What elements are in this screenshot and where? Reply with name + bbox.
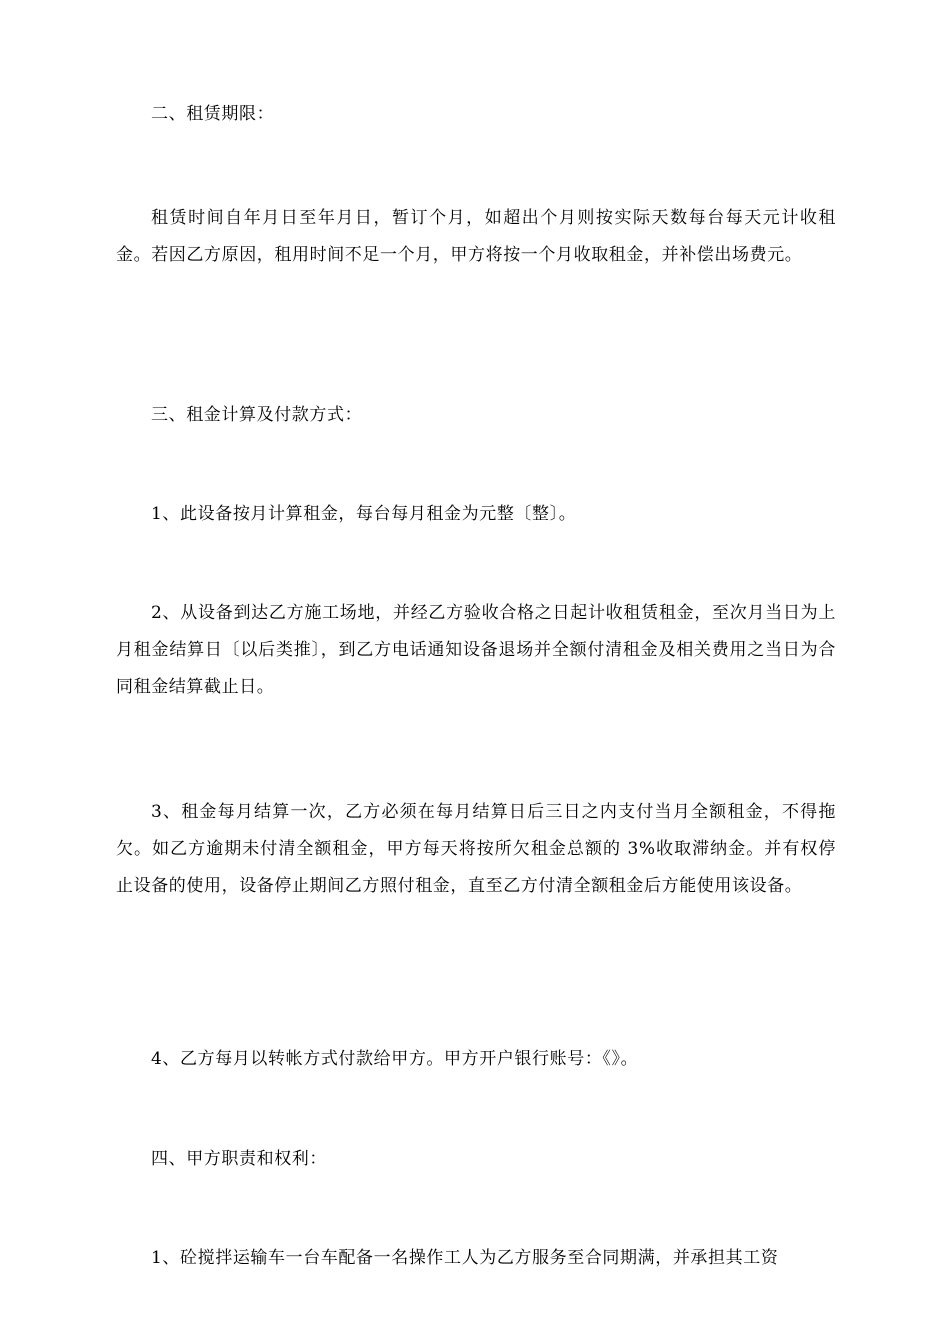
list-item-operator-assignment: 1、砼搅拌运输车一台车配备一名操作工人为乙方服务至合同期满，并承担其工资 [151,1248,779,1268]
section-heading-rent-payment: 三、租金计算及付款方式： [151,405,363,425]
list-item-rent-late-fee: 3、租金每月结算一次，乙方必须在每月结算日后三日之内支付当月全额租金，不得拖欠。如乙方逾期未付清全额租金，甲方每天将按所欠租金总额的 3%收取滞纳金。并有权停止设备的使用，设备停止期间乙方照付租金，直至乙方付清全额租金后方能使用该设备。 [116,802,836,896]
section-heading-lease-term: 二、租赁期限： [151,104,275,124]
list-item-rent-monthly: 1、此设备按月计算租金，每台每月租金为元整〔整〕。 [151,504,577,524]
list-item-payment-transfer: 4、乙方每月以转帐方式付款给甲方。甲方开户银行账号：《》。 [151,1049,639,1069]
paragraph-lease-term-body: 租赁时间自年月日至年月日，暂订个月，如超出个月则按实际天数每台每天元计收租金。若因乙方原因，租用时间不足一个月，甲方将按一个月收取租金，并补偿出场费元。 [116,208,836,265]
list-item-rent-settlement-date: 2、从设备到达乙方施工场地，并经乙方验收合格之日起计收租赁租金，至次月当日为上月租金结算日〔以后类推〕，到乙方电话通知设备退场并全额付清租金及相关费用之当日为合同租金结算截止日。 [116,603,836,697]
section-heading-lessor-duties: 四、甲方职责和权利： [151,1149,327,1169]
